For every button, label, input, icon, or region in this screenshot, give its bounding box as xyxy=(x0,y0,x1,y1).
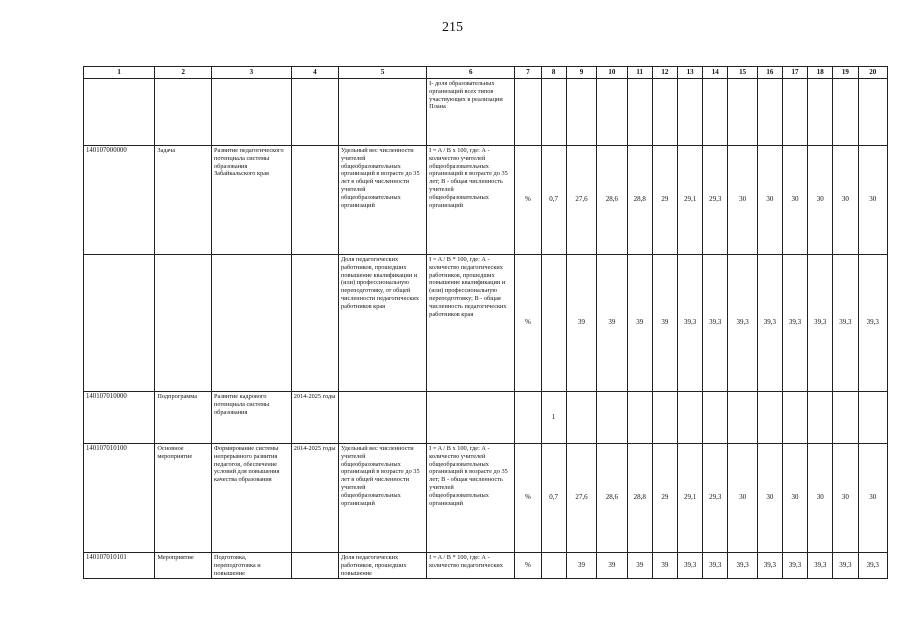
table-cell: 30 xyxy=(833,146,858,255)
column-header: 18 xyxy=(808,67,833,79)
table-cell xyxy=(728,79,757,146)
table-cell: Задача xyxy=(155,146,212,255)
table-cell xyxy=(808,79,833,146)
table-cell xyxy=(566,79,596,146)
column-header: 10 xyxy=(597,67,627,79)
table-cell: 39 xyxy=(566,553,596,579)
table-cell: 39 xyxy=(627,553,652,579)
table-cell: Доля педагогических работников, прошедших повышение xyxy=(339,553,427,579)
column-header: 1 xyxy=(84,67,155,79)
table-cell xyxy=(212,255,292,392)
table-cell: 30 xyxy=(728,444,757,553)
column-header: 9 xyxy=(566,67,596,79)
table-cell: Удельный вес численности учителей общеобразовательных организаций в возрасте до 35 лет в общей численности учителей общеобразовательных организаций xyxy=(339,444,427,553)
column-header: 8 xyxy=(541,67,566,79)
table-cell: 28,8 xyxy=(627,444,652,553)
table-cell xyxy=(541,553,566,579)
table-cell: 140107010100 xyxy=(84,444,155,553)
table-cell: 28,8 xyxy=(627,146,652,255)
table-cell: I = A / B x 100, где: А - количество учителей общеобразовательных организаций в возрасте до 35 лет; В - общая численность учителей общеобразовательных организаций xyxy=(427,444,515,553)
table-cell xyxy=(703,392,728,444)
table-cell xyxy=(597,79,627,146)
table-cell: 39,3 xyxy=(728,255,757,392)
table-cell: Доля педагогических работников, прошедших повышение квалификации и (или) профессиональную переподготовку, от общей численности педагогических работников края xyxy=(339,255,427,392)
table-cell: 39,3 xyxy=(808,553,833,579)
table-cell xyxy=(833,79,858,146)
table-cell xyxy=(515,392,541,444)
table-cell: Подготовка, переподготовка и повышение xyxy=(212,553,292,579)
table-cell: 39,3 xyxy=(728,553,757,579)
table-cell: 39,3 xyxy=(858,553,888,579)
table-cell: % xyxy=(515,553,541,579)
table-cell xyxy=(678,392,703,444)
table-cell: I = A / B * 100, где: А - количество педагогических работников, прошедших повышение квалификации и (или) профессиональную переподготовку; В - общая численность педагогических работников края xyxy=(427,255,515,392)
column-header: 17 xyxy=(782,67,807,79)
table-cell: Развитие педагогического потенциала системы образования Забайкальского края xyxy=(212,146,292,255)
table-cell: % xyxy=(515,444,541,553)
table-cell: % xyxy=(515,255,541,392)
column-header: 13 xyxy=(678,67,703,79)
table-cell xyxy=(728,392,757,444)
table-cell: 29,3 xyxy=(703,146,728,255)
table-cell: 27,6 xyxy=(566,146,596,255)
table-cell: 39,3 xyxy=(703,553,728,579)
table-cell: I = A / B * 100, где: А - количество педагогических xyxy=(427,553,515,579)
table-cell: 30 xyxy=(782,146,807,255)
table-cell: 28,6 xyxy=(597,146,627,255)
table-cell: Развитие кадрового потенциала системы образования xyxy=(212,392,292,444)
table-cell xyxy=(678,79,703,146)
table-cell xyxy=(427,392,515,444)
table-cell xyxy=(566,392,596,444)
indicators-table xyxy=(83,66,888,579)
table-cell: 140107010101 xyxy=(84,553,155,579)
table-cell: 39 xyxy=(627,255,652,392)
table-cell: 30 xyxy=(808,146,833,255)
table-row xyxy=(84,146,888,255)
table-cell xyxy=(703,79,728,146)
table-cell xyxy=(541,79,566,146)
table-cell: 30 xyxy=(782,444,807,553)
column-header: 4 xyxy=(291,67,338,79)
table-cell: 39 xyxy=(652,553,677,579)
table-cell: 29 xyxy=(652,146,677,255)
table-cell: 30 xyxy=(728,146,757,255)
table-cell: 29,3 xyxy=(703,444,728,553)
table-cell xyxy=(515,79,541,146)
table-cell: 30 xyxy=(808,444,833,553)
column-header: 6 xyxy=(427,67,515,79)
table-row xyxy=(84,255,888,392)
table-cell: 140107000000 xyxy=(84,146,155,255)
table-row xyxy=(84,79,888,146)
table-cell: Основное мероприятие xyxy=(155,444,212,553)
column-header: 12 xyxy=(652,67,677,79)
table-cell: I- доля образовательных организаций всех типов участвующих в реализации Плана xyxy=(427,79,515,146)
table-cell xyxy=(782,79,807,146)
column-header: 19 xyxy=(833,67,858,79)
column-header: 7 xyxy=(515,67,541,79)
table-cell: 39,3 xyxy=(757,255,782,392)
page-number: 215 xyxy=(442,20,463,35)
column-header: 2 xyxy=(155,67,212,79)
table-cell: 39 xyxy=(652,255,677,392)
table-cell: 39,3 xyxy=(858,255,888,392)
column-header: 11 xyxy=(627,67,652,79)
table-cell: 39 xyxy=(597,553,627,579)
table-cell: 39,3 xyxy=(678,255,703,392)
table-cell: 29,1 xyxy=(678,146,703,255)
table-cell: 2014-2025 годы xyxy=(291,444,338,553)
column-header: 3 xyxy=(212,67,292,79)
table-cell xyxy=(757,392,782,444)
table-cell xyxy=(291,79,338,146)
table-cell: 30 xyxy=(757,146,782,255)
table-cell xyxy=(627,79,652,146)
table-cell: 2014-2025 годы xyxy=(291,392,338,444)
table-cell: 39,3 xyxy=(782,255,807,392)
table-cell: 39,3 xyxy=(808,255,833,392)
table-cell: 30 xyxy=(858,146,888,255)
table-cell: 140107010000 xyxy=(84,392,155,444)
table-cell xyxy=(291,553,338,579)
table-cell xyxy=(84,255,155,392)
table-cell xyxy=(627,392,652,444)
table-cell xyxy=(541,255,566,392)
table-cell xyxy=(291,146,338,255)
table-cell xyxy=(782,392,807,444)
table-cell: 39,3 xyxy=(757,553,782,579)
table-cell xyxy=(155,79,212,146)
table-row xyxy=(84,444,888,553)
table-row xyxy=(84,553,888,579)
table-cell: 0,7 xyxy=(541,146,566,255)
table-cell xyxy=(597,392,627,444)
table-cell: Удельный вес численности учителей общеобразовательных организаций в возрасте до 35 лет в общей численности учителей общеобразовательных организаций xyxy=(339,146,427,255)
table-cell xyxy=(339,392,427,444)
table-cell: 39,3 xyxy=(703,255,728,392)
table-cell: 30 xyxy=(757,444,782,553)
table-cell xyxy=(212,79,292,146)
table-cell xyxy=(858,79,888,146)
table-cell: 29 xyxy=(652,444,677,553)
table-cell xyxy=(84,79,155,146)
header-row xyxy=(84,67,888,79)
table-cell xyxy=(291,255,338,392)
table-cell: 0,7 xyxy=(541,444,566,553)
table-cell xyxy=(652,392,677,444)
table-cell: 1 xyxy=(541,392,566,444)
table-cell: 28,6 xyxy=(597,444,627,553)
table-cell xyxy=(858,392,888,444)
table-cell: 29,1 xyxy=(678,444,703,553)
table-cell: 39,3 xyxy=(782,553,807,579)
table-cell: 39 xyxy=(597,255,627,392)
column-header: 14 xyxy=(703,67,728,79)
table-cell: 39 xyxy=(566,255,596,392)
table-cell: 30 xyxy=(833,444,858,553)
table-cell: 39,3 xyxy=(678,553,703,579)
table-cell xyxy=(652,79,677,146)
table-cell: 39,3 xyxy=(833,553,858,579)
column-header: 16 xyxy=(757,67,782,79)
table-cell: Подпрограмма xyxy=(155,392,212,444)
table-cell xyxy=(808,392,833,444)
table-cell: I = A / B x 100, где: А - количество учителей общеобразовательных организаций в возрасте до 35 лет; В - общая численность учителей общеобразовательных организаций xyxy=(427,146,515,255)
table-cell xyxy=(757,79,782,146)
column-header: 20 xyxy=(858,67,888,79)
table-cell: Мероприятие xyxy=(155,553,212,579)
column-header: 15 xyxy=(728,67,757,79)
table-cell: % xyxy=(515,146,541,255)
table-cell: 30 xyxy=(858,444,888,553)
column-header: 5 xyxy=(339,67,427,79)
table-cell xyxy=(339,79,427,146)
table-cell: 27,6 xyxy=(566,444,596,553)
table-cell xyxy=(833,392,858,444)
table-row xyxy=(84,392,888,444)
table-cell: Формирование системы непрерывного развития педагогов, обеспечение условий для повышения качества образования xyxy=(212,444,292,553)
table-cell xyxy=(155,255,212,392)
table-cell: 39,3 xyxy=(833,255,858,392)
